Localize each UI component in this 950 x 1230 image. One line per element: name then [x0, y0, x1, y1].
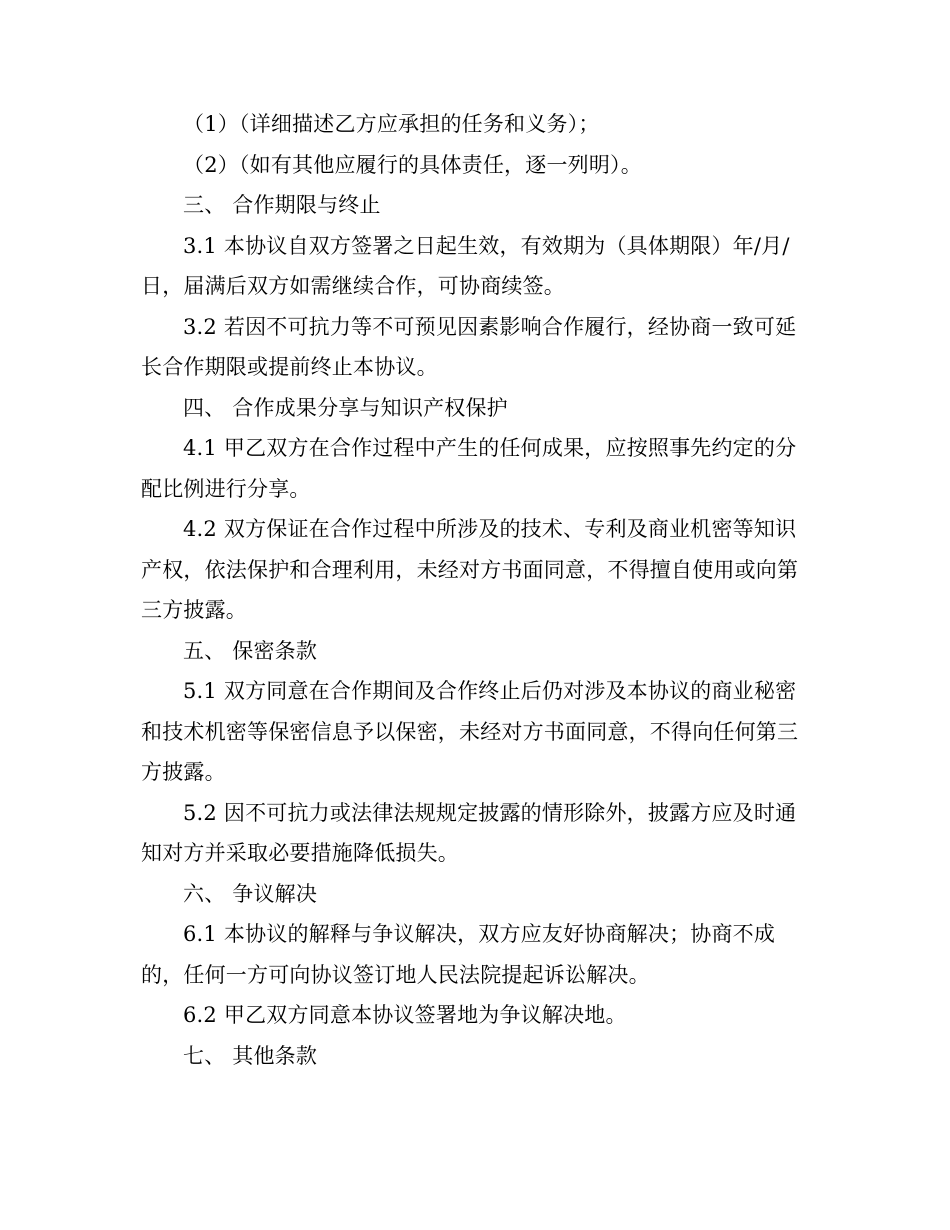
clause-6-2: 6.2 甲乙双方同意本协议签署地为争议解决地。: [183, 1003, 627, 1027]
section-heading-4: 四、 合作成果分享与知识产权保护: [183, 395, 508, 420]
section-heading-6: 六、 争议解决: [183, 881, 318, 906]
clause-5-2: 5.2 因不可抗力或法律法规规定披露的情形除外，披露方应及时通知对方并采取必要措施降低损失。: [141, 800, 797, 865]
document-body: [141, 104, 809, 1076]
clause-3-1: 3.1 本协议自双方签署之日起生效，有效期为（具体期限）年/月/日，届满后双方如需继续合作，可协商续签。: [141, 233, 790, 298]
clause-5-1: 5.1 双方同意在合作期间及合作终止后仍对涉及本协议的商业秘密和技术机密等保密信息予以保密，未经对方书面同意，不得向任何第三方披露。: [141, 679, 799, 784]
list-item-2: （2）（如有其他应履行的具体责任，逐一列明）。: [183, 152, 642, 177]
section-heading-5: 五、 保密条款: [183, 638, 318, 663]
list-item-1: （1）（详细描述乙方应承担的任务和义务）；: [183, 112, 600, 136]
clause-6-1: 6.1 本协议的解释与争议解决，双方应友好协商解决；协商不成的，任何一方可向协议签订地人民法院提起诉讼解决。: [141, 922, 776, 987]
clause-3-2: 3.2 若因不可抗力等不可预见因素影响合作履行，经协商一致可延长合作期限或提前终止本协议。: [141, 314, 797, 379]
clause-4-2: 4.2 双方保证在合作过程中所涉及的技术、专利及商业机密等知识产权，依法保护和合理利用，未经对方书面同意，不得擅自使用或向第三方披露。: [141, 517, 799, 622]
section-heading-7: 七、 其他条款: [183, 1043, 318, 1068]
section-heading-3: 三、 合作期限与终止: [183, 193, 381, 217]
clause-4-1: 4.1 甲乙双方在合作过程中产生的任何成果，应按照事先约定的分配比例进行分享。: [141, 436, 797, 501]
